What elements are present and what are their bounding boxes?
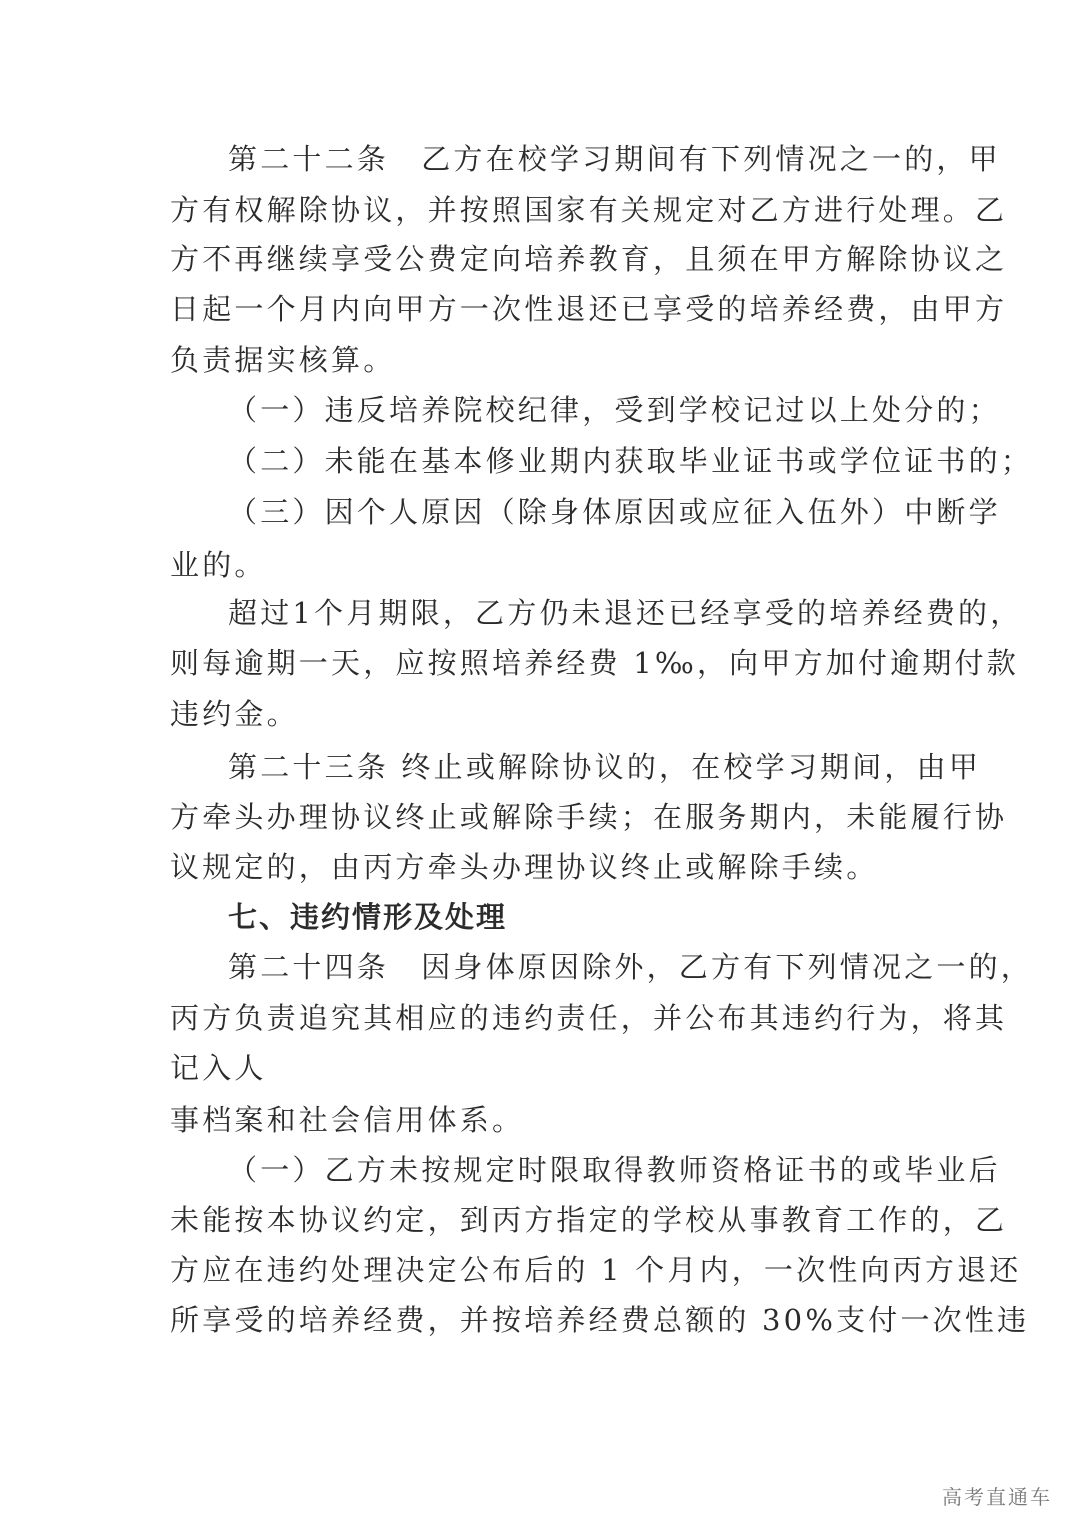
text-line: 议规定的，由丙方牵头办理协议终止或解除手续。 [170, 850, 879, 884]
text-line: （二）未能在基本修业期内获取毕业证书或学位证书的； [228, 444, 1034, 478]
text-line: （一）违反培养院校纪律，受到学校记过以上处分的； [228, 393, 1001, 427]
text-line: 事档案和社会信用体系。 [170, 1103, 525, 1137]
text-line: 方有权解除协议，并按照国家有关规定对乙方进行处理。乙 [170, 193, 1008, 227]
text-line: 未能按本协议约定，到丙方指定的学校从事教育工作的，乙 [170, 1203, 1008, 1237]
text-line: （三）因个人原因（除身体原因或应征入伍外）中断学 [228, 495, 1001, 529]
text-line: 方不再继续享受公费定向培养教育，且须在甲方解除协议之 [170, 242, 1008, 276]
text-line: 所享受的培养经费，并按培养经费总额的 30%支付一次性违 [170, 1303, 1030, 1337]
text-line: 方应在违约处理决定公布后的 1 个月内，一次性向丙方退还 [170, 1253, 1022, 1287]
section-heading: 七、违约情形及处理 [228, 900, 508, 934]
text-line: 业的。 [170, 548, 267, 582]
text-line: 记入人 [170, 1051, 267, 1085]
text-line: 方牵头办理协议终止或解除手续；在服务期内，未能履行协 [170, 800, 1008, 834]
text-line: 日起一个月内向甲方一次性退还已享受的培养经费，由甲方 [170, 292, 1008, 326]
text-line: 违约金。 [170, 697, 299, 731]
watermark: 高考直通车 [942, 1485, 1052, 1509]
text-line: 则每逾期一天，应按照培养经费 1‰，向甲方加付逾期付款 [170, 646, 1019, 680]
text-line: 第二十四条 因身体原因除外，乙方有下列情况之一的， [228, 950, 1034, 984]
text-line: 超过1个月期限，乙方仍未退还已经享受的培养经费的， [228, 596, 1023, 630]
text-line: 丙方负责追究其相应的违约责任，并公布其违约行为，将其 [170, 1001, 1008, 1035]
text-line: 第二十三条 终止或解除协议的，在校学习期间，由甲 [228, 750, 982, 784]
text-line: 负责据实核算。 [170, 343, 396, 377]
text-line: 第二十二条 乙方在校学习期间有下列情况之一的，甲 [228, 142, 1001, 176]
text-line: （一）乙方未按规定时限取得教师资格证书的或毕业后 [228, 1153, 1001, 1187]
